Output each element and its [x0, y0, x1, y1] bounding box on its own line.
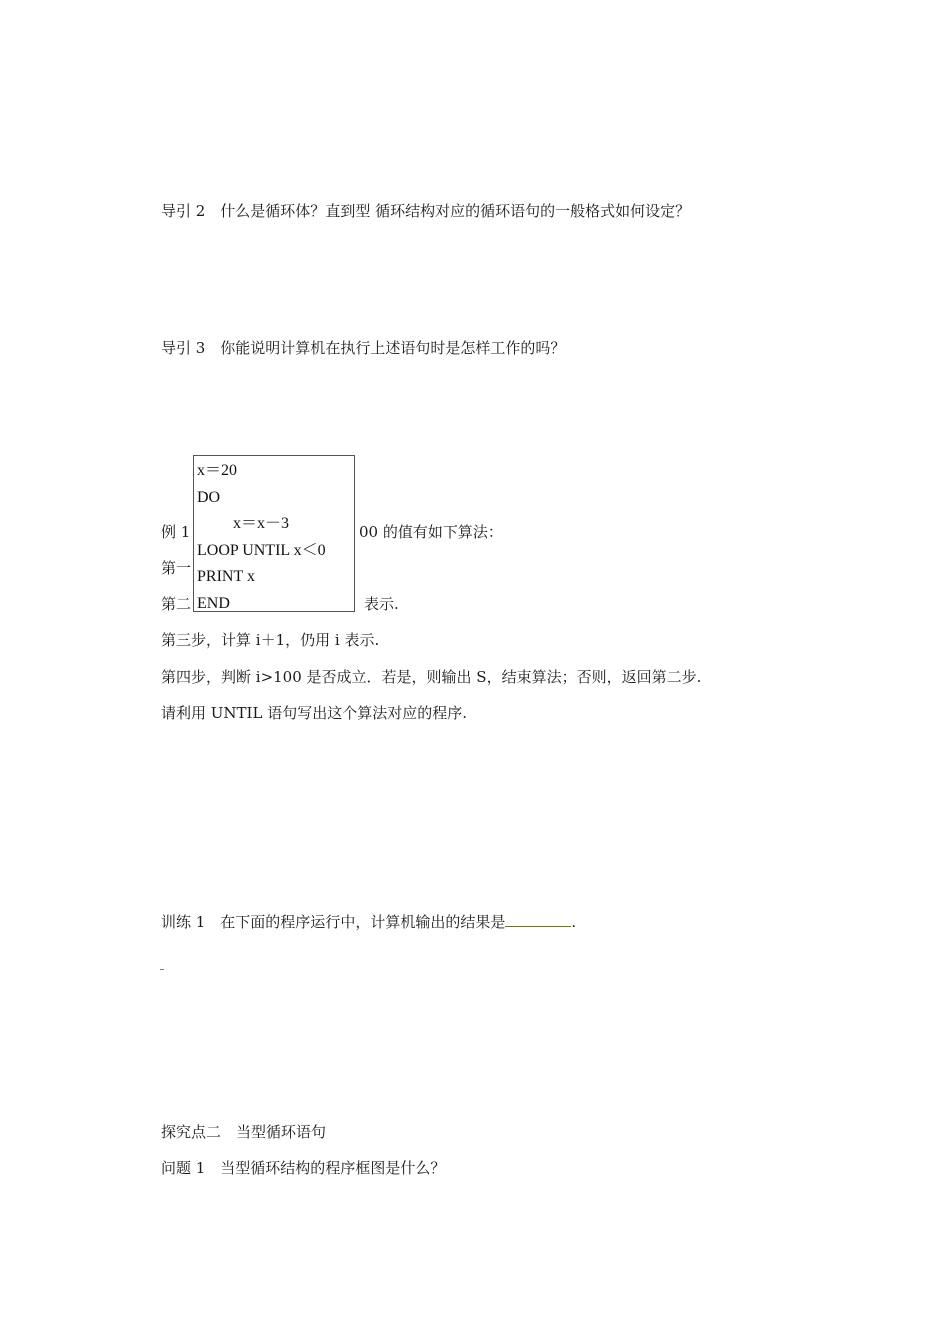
guide-3-text: 导引 3 你能说明计算机在执行上述语句时是怎样工作的吗？ [161, 339, 566, 357]
code-line-5: PRINT x [197, 568, 255, 586]
training-1-line [161, 912, 576, 932]
training-1-text: 训练 1 在下面的程序运行中，计算机输出的结果是 [161, 913, 506, 931]
guide-2-text: 导引 2 什么是循环体？直到型 循环结构对应的循环语句的一般格式如何设定？ [161, 202, 691, 220]
question-1-text: 问题 1 当型循环结构的程序框图是什么？ [161, 1159, 446, 1177]
code-line-6: END [197, 594, 230, 612]
step-1-prefix: 第一 [161, 559, 192, 577]
code-line-3: x＝x－3 [233, 515, 290, 533]
code-box [193, 455, 355, 612]
code-line-4: LOOP UNTIL x＜0 [197, 541, 326, 559]
example-1-prefix: 例 1 [161, 523, 191, 541]
task-text: 请利用 UNTIL 语句写出这个算法对应的程序. [161, 704, 467, 722]
step-2-suffix: 表示. [364, 595, 399, 613]
stray-mark [160, 969, 164, 970]
section-2-title: 探究点二 当型循环语句 [161, 1123, 327, 1141]
step-4-text: 第四步，判断 i>100 是否成立．若是，则输出 S，结束算法；否则，返回第二步. [161, 668, 702, 686]
code-line-2: DO [197, 488, 221, 506]
example-1-suffix: 00 的值有如下算法： [359, 523, 503, 541]
code-line-1: x＝20 [197, 462, 238, 479]
step-3-text: 第三步，计算 i＋1，仍用 i 表示. [161, 631, 380, 649]
training-1-end: . [571, 913, 577, 931]
answer-blank [505, 912, 571, 927]
step-2-prefix: 第二 [161, 595, 192, 613]
